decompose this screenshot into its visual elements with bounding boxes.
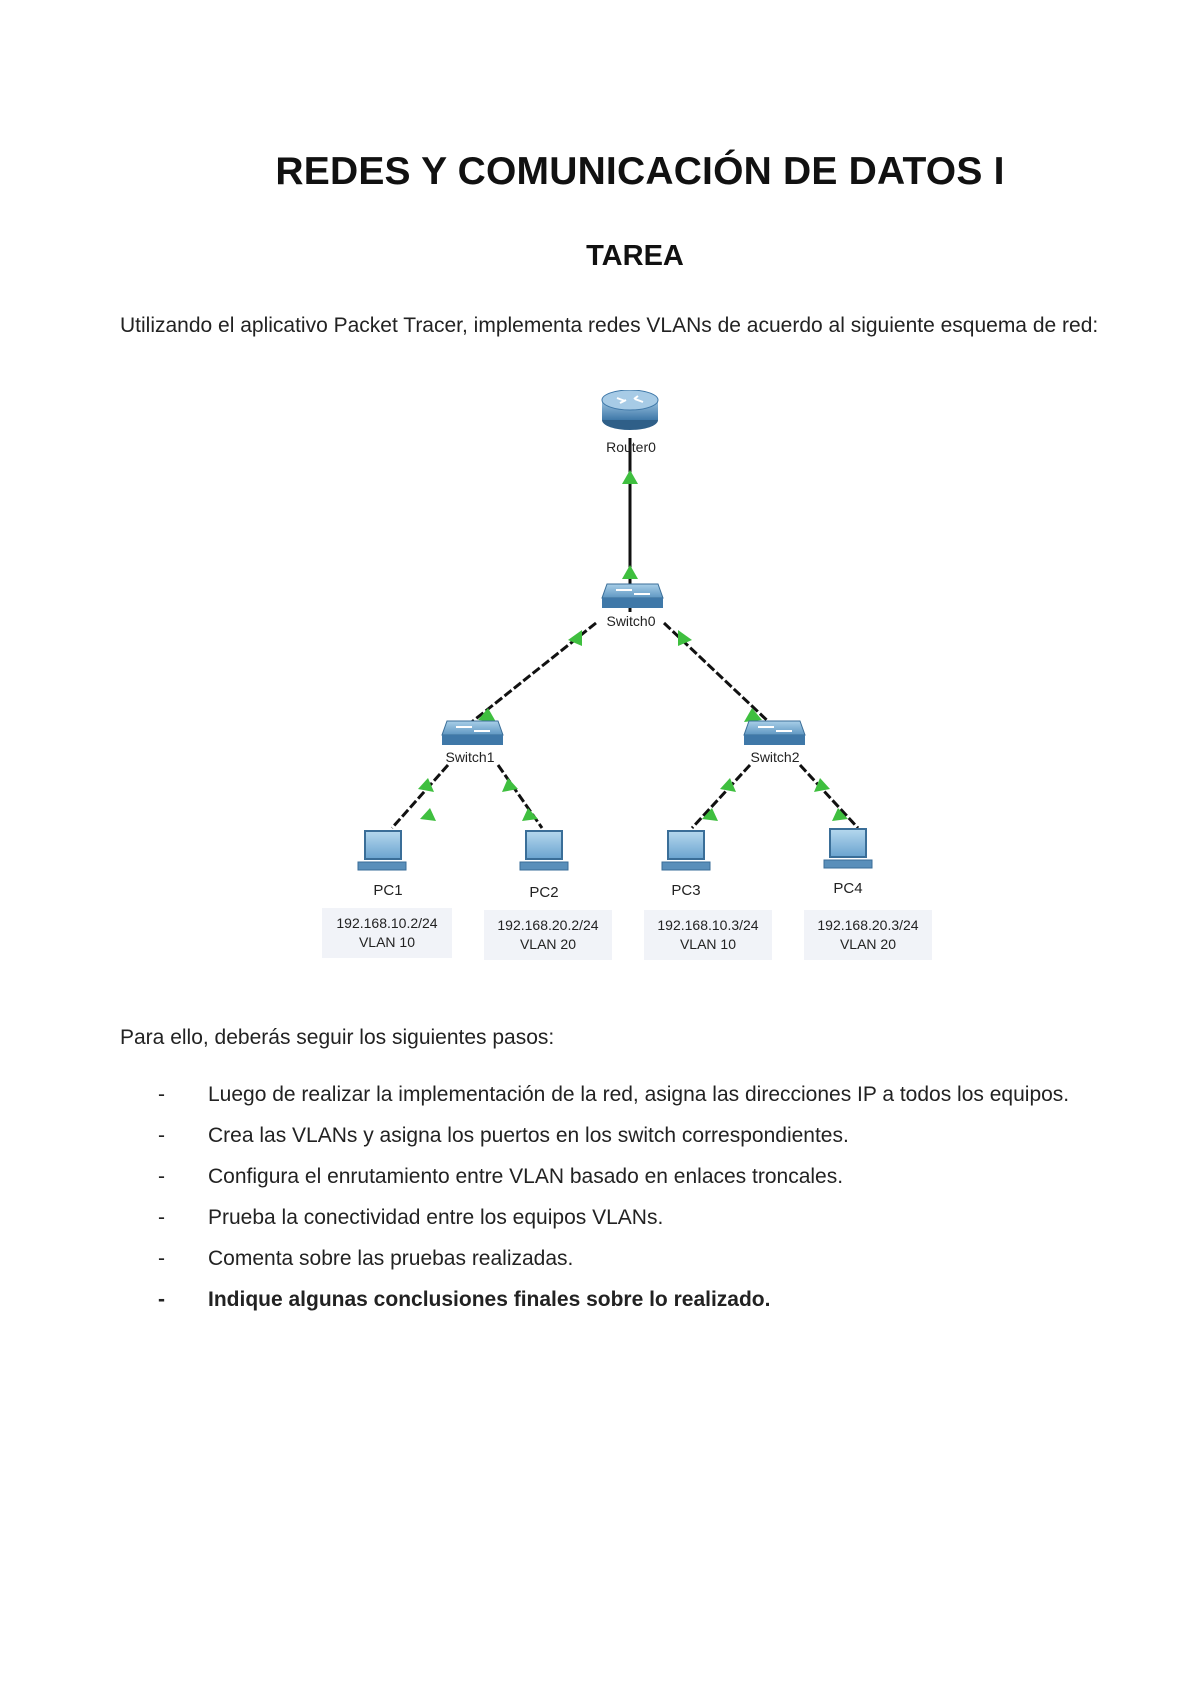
- list-item: [158, 1197, 1108, 1238]
- list-item: [158, 1156, 1108, 1197]
- pc4-vlan: VLAN 20: [839, 936, 897, 952]
- router-label: Router0: [606, 439, 656, 455]
- switch0-label: Switch0: [606, 613, 656, 629]
- pc3-node: [644, 831, 772, 960]
- pc4-node: [804, 829, 932, 960]
- list-item: [158, 1279, 1108, 1320]
- link-switch2-pc4: [800, 765, 858, 828]
- link-switch1-pc1: [392, 765, 448, 828]
- pc1-vlan: VLAN 10: [358, 934, 416, 950]
- switch1-label: Switch1: [445, 749, 495, 765]
- pc3-vlan: VLAN 10: [679, 936, 737, 952]
- pc4-label: PC4: [833, 880, 863, 897]
- step-text: Configura el enrutamiento entre VLAN basado en enlaces troncales.: [208, 1165, 844, 1188]
- switch-icon: [442, 721, 503, 745]
- link-up-indicator: [622, 470, 638, 484]
- link-up-indicator: [420, 808, 436, 821]
- step-text: Prueba la conectividad entre los equipos VLANs.: [208, 1206, 664, 1229]
- steps-intro: Para ello, deberás seguir los siguientes pasos:: [120, 1026, 555, 1049]
- pc-icon: [520, 831, 568, 870]
- list-item: [158, 1074, 1108, 1115]
- link-indicators: [418, 470, 848, 821]
- bullet-dash: -: [158, 1247, 165, 1270]
- bullet-dash: -: [158, 1288, 165, 1311]
- step-text: Luego de realizar la implementación de la red, asigna las direcciones IP a todos los equipos.: [208, 1083, 1070, 1106]
- step-text: Comenta sobre las pruebas realizadas.: [208, 1247, 574, 1270]
- pc-icon: [358, 831, 406, 870]
- page-subtitle: TAREA: [586, 240, 684, 272]
- pc2-vlan: VLAN 20: [519, 936, 577, 952]
- router-icon: [602, 390, 658, 430]
- bullet-dash: -: [158, 1165, 165, 1188]
- pc2-ip: 192.168.20.2/24: [497, 917, 599, 933]
- pc1-ip: 192.168.10.2/24: [336, 915, 438, 931]
- bullet-dash: -: [158, 1124, 165, 1147]
- pc-icon: [662, 831, 710, 870]
- list-item: [158, 1115, 1108, 1156]
- intro-paragraph: Utilizando el aplicativo Packet Tracer, implementa redes VLANs de acuerdo al siguiente esquema de red:: [120, 314, 1099, 337]
- pc1-label: PC1: [373, 882, 403, 899]
- link-up-indicator: [622, 565, 638, 579]
- pc4-ip: 192.168.20.3/24: [817, 917, 919, 933]
- pc-icon: [824, 829, 872, 868]
- steps-list: [158, 1074, 1108, 1320]
- network-diagram: [320, 390, 950, 1005]
- switch-icon: [602, 584, 663, 608]
- bullet-dash: -: [158, 1206, 165, 1229]
- links: [392, 438, 858, 828]
- pc2-node: [484, 831, 612, 960]
- list-item: [158, 1238, 1108, 1279]
- pc2-label: PC2: [529, 884, 559, 901]
- pc3-ip: 192.168.10.3/24: [657, 917, 759, 933]
- pc3-label: PC3: [671, 882, 701, 899]
- switch2-label: Switch2: [750, 749, 800, 765]
- link-up-indicator: [568, 630, 582, 646]
- step-text: Crea las VLANs y asigna los puertos en los switch correspondientes.: [208, 1124, 849, 1147]
- page-title: REDES Y COMUNICACIÓN DE DATOS I: [275, 150, 1005, 193]
- link-switch2-pc3: [692, 765, 750, 828]
- step-text: Indique algunas conclusiones finales sobre lo realizado.: [208, 1288, 771, 1311]
- bullet-dash: -: [158, 1083, 165, 1106]
- pc1-node: [322, 831, 452, 958]
- switch-icon: [744, 721, 805, 745]
